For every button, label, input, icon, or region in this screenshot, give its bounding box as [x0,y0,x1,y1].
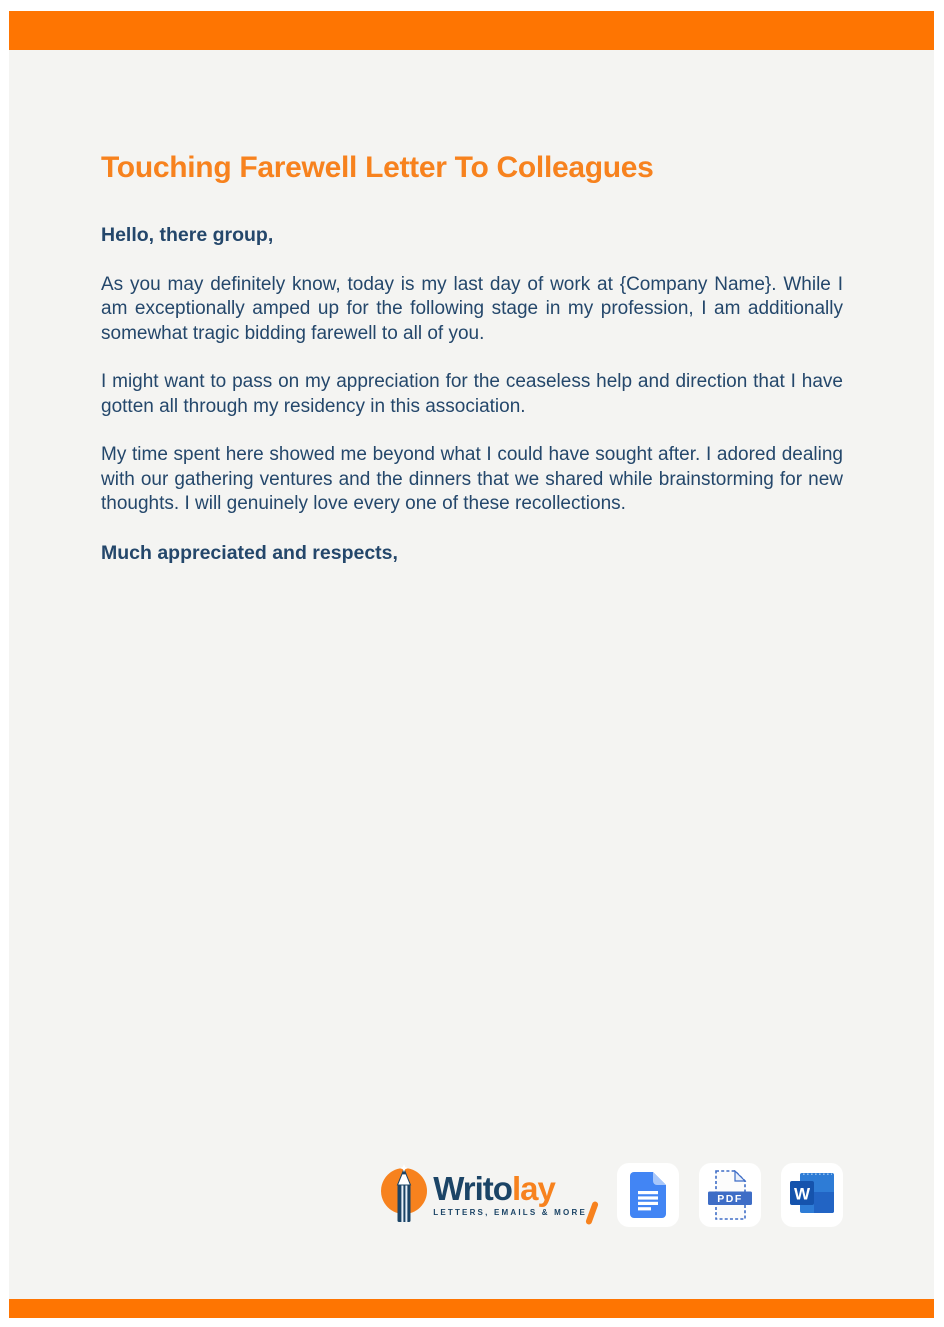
letter-sheet [9,50,934,1299]
letter-paragraph: My time spent here showed me beyond what I could have sought after. I adored dealing with our gathering ventures and the dinners that we shared while brainstorming for new thoughts. I will genuinely love every one of these recollections. [101,444,843,514]
word-label: W [793,1184,811,1204]
logo-swoosh [585,1201,599,1226]
brand-name: Writolay [433,1170,555,1207]
writolay-pencil-icon [378,1164,430,1226]
footer [100,1163,843,1227]
word-icon[interactable] [781,1163,843,1227]
writolay-wordmark [433,1170,587,1217]
letter-paragraph: I might want to pass on my appreciation for the ceaseless help and direction that I have gotten all through my residency in this association. [101,371,843,417]
writolay-logo[interactable] [378,1164,587,1226]
brand-tagline: LETTERS, EMAILS & MORE [433,1208,587,1217]
pdf-icon[interactable] [699,1163,761,1227]
google-docs-icon[interactable] [617,1163,679,1227]
letter-salutation: Hello, there group, [101,224,274,246]
letter-page [9,11,934,1318]
page-title: Touching Farewell Letter To Colleagues [101,151,654,184]
letter-closing: Much appreciated and respects, [101,541,398,564]
pdf-label: PDF [717,1193,743,1205]
bottom-accent-bar [9,1299,934,1318]
top-accent-bar [9,11,934,50]
letter-paragraph: As you may definitely know, today is my last day of work at {Company Name}. While I am exceptionally amped up for the following stage in my profession, I am additionally somewhat tragic bidding farewell to all of you. [101,273,843,344]
